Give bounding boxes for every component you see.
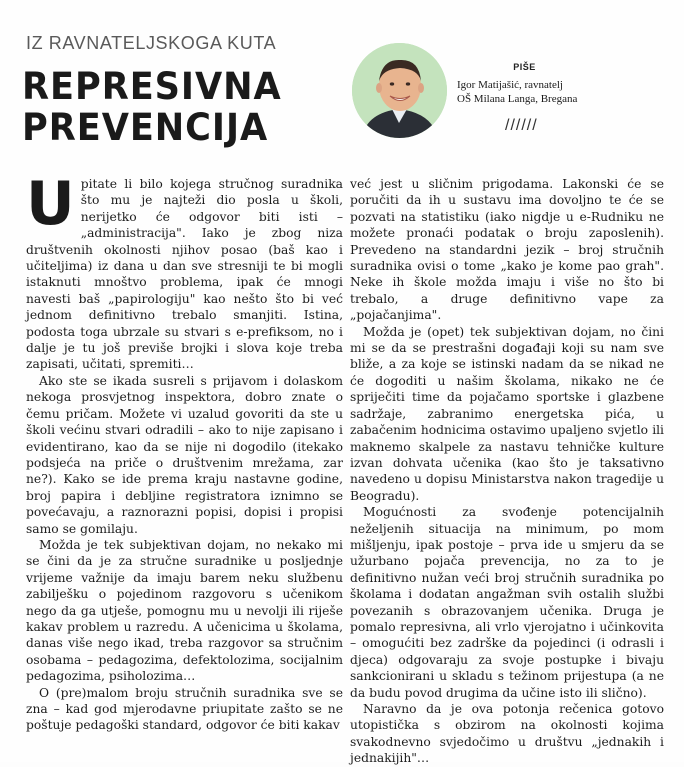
drop-cap: U — [26, 169, 75, 239]
paragraph: Naravno da je ova potonja rečenica gotovo utopistička s obzirom na okolnosti kojima svakodnevno svjedočimo u društvu „jednakih i jednakijih"… — [350, 702, 664, 766]
author-school: OŠ Milana Langa, Bregana — [457, 93, 578, 105]
decorative-slashes: ////// — [505, 117, 538, 134]
paragraph: Mogućnosti za svođenje potencijalnih neželjenih situacija na minimum, po mom mišljenju, ipak postoje – prva ide u smjeru da se užurbano pojača prevencija, no za to je definitivno nužan veći broj stručnih suradnika po školama i dodatan angažman svih ostalih službi povezanih s obrazovanjem učenika. Druga je pomalo represivna, ali vrlo vjerojatno i učinkovita – omogućiti bez zadrške da pojedinci (i odrasli i djeca) odgovaraju za svoje postupke i bivaju sankcionirani u skladu s težinom prijestupa (a ne da budu povod drugima da učine isto ili slično). — [350, 505, 664, 700]
author-info — [457, 62, 657, 106]
paragraph-text: pitate li bilo kojega stručnog suradnika što mu je najteži dio posla u školi, nerijetko će odgovor biti isti – „administracija". Iako je zbog niza društvenih okolnosti njihov posao (baš kao i učiteljima) iz dana u dan sve stresniji te bi mogli istaknuti mnoštvo problema, ipak će mnogi navesti baš „papirologiju" kao nešto što bi već jednom definitivno trebalo smanjiti. Istina, podosta toga ubrzale su stvari s e-prefiksom, no i dalje je tu još previše brojki i slova koje treba zapisati, učitati, spremiti… — [26, 177, 343, 372]
paragraph: Možda je (opet) tek subjektivan dojam, no čini mi se da se prestrašni događaji koji su nam sve bliže, a za koje se istinski nadam da se nikad ne će dogoditi u našim školama, nikako ne će spriječiti time da pojačamo sportske i glazbene sadržaje, zabranimo energetska pića, u zabačenim hodnicima ostavimo upaljeno svjetlo ili maknemo skalpele za nastavu tehničke kulture izvan dohvata učenika (kao što je taksativno navedeno u dopisu Ministarstva nakon tragedije u Beogradu). — [350, 324, 664, 503]
paragraph: O (pre)malom broju stručnih suradnika sve se zna – kad god mjerodavne priupitate zašto se ne poštuje pedagoški standard, odgovor će biti kakav — [26, 685, 343, 733]
author-name: Igor Matijašić, ravnatelj — [457, 79, 563, 91]
headline-line-2: PREVENCIJA — [22, 106, 269, 149]
headline — [22, 66, 282, 148]
paragraph: Ako ste se ikada susreli s prijavom i dolaskom nekoga prosvjetnog inspektora, dobro znate o čemu pričam. Možete vi uzalud govoriti da ste u školi većinu stvari odradili – ako to nije zapisano i evidentirano, kao da se nije ni dogodilo (itekako podsjeća na priče o društvenim mrežama, zar ne?). Kako se ide prema kraju nastavne godine, broj papira i debljine registratora iznimno se povećavaju, a raznorazni popisi, dopisi i propisi samo se gomilaju. — [26, 373, 343, 536]
paragraph — [26, 169, 343, 373]
author-photo — [352, 43, 447, 138]
section-label: IZ RAVNATELJSKOGA KUTA — [26, 33, 277, 53]
headline-line-1: REPRESIVNA — [22, 65, 282, 108]
paragraph: Možda je tek subjektivan dojam, no nekako mi se čini da je za stručne suradnike u posljednje vrijeme važnije da imaju barem neku službenu zabilješku o pojedinom razgovoru s učenikom nego da ga utješe, pomognu mu u nevolji ili riješe kakav problem u razredu. A učenicima u školama, danas više nego ikad, treba razgovor sa stručnim osobama – pedagozima, defektolozima, socijalnim pedagozima, psiholozima… — [26, 537, 343, 684]
article-column-left — [26, 169, 343, 734]
paragraph: već jest u sličnim prigodama. Lakonski će se poručiti da ih u sustavu ima dovoljno te će se pozvati na statistiku (iako nigdje u e-Rudniku ne možete pronaći podatak o broju zaposlenih). Prevedeno na standardni jezik – broj stručnih suradnika ovisi o tome „kako je kome pao grah". Neke ih škole možda imaju i više no što bi trebalo, a druge definitivno vape za „pojačanjima". — [350, 177, 664, 323]
author-label: PIŠE — [513, 62, 536, 72]
author-portrait-icon — [352, 43, 447, 138]
article-column-right — [350, 176, 664, 767]
